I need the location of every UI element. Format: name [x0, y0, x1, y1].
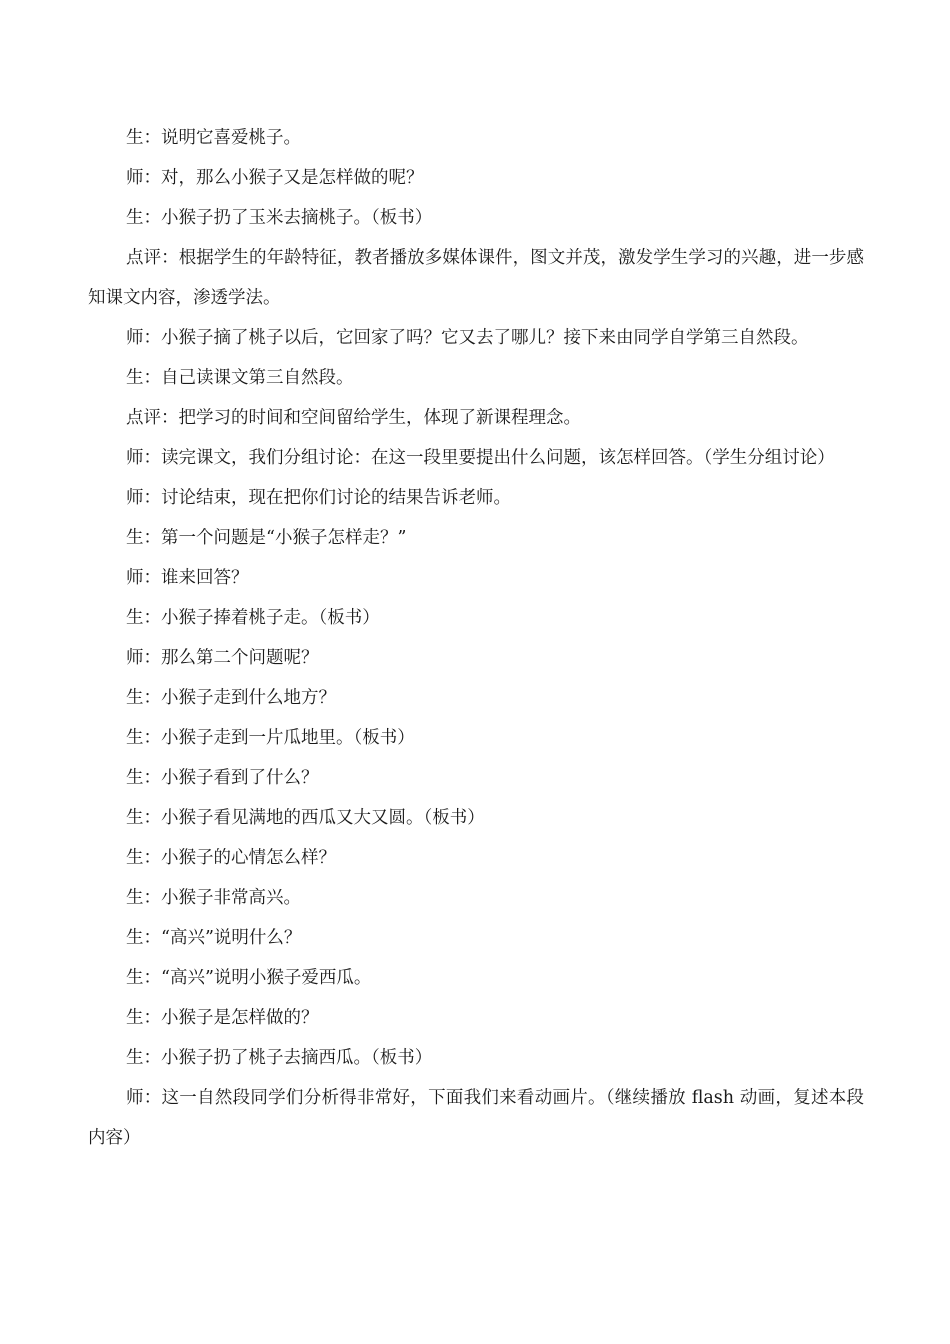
paragraph: 生：小猴子走到什么地方？	[126, 688, 336, 708]
paragraph: 点评：把学习的时间和空间留给学生，体现了新课程理念。	[126, 408, 581, 428]
paragraph: 生：小猴子捧着桃子走。（板书）	[126, 608, 380, 628]
paragraph: 生：“高兴”说明小猴子爱西瓜。	[126, 968, 372, 988]
paragraph: 生：小猴子的心情怎么样？	[126, 848, 336, 868]
paragraph: 师：读完课文，我们分组讨论：在这一段里要提出什么问题，该怎样回答。（学生分组讨论）	[126, 448, 835, 468]
paragraph: 生：第一个问题是“小猴子怎样走？”	[126, 528, 407, 548]
paragraph: 师：讨论结束，现在把你们讨论的结果告诉老师。	[126, 488, 511, 508]
document-page	[88, 118, 864, 1158]
paragraph: 生：说明它喜爱桃子。	[126, 128, 301, 148]
paragraph: 师：对，那么小猴子又是怎样做的呢？	[126, 168, 424, 188]
paragraph: 生：小猴子扔了桃子去摘西瓜。（板书）	[126, 1048, 433, 1068]
paragraph: 师：那么第二个问题呢？	[126, 648, 319, 668]
paragraph: 师：这一自然段同学们分析得非常好，下面我们来看动画片。（继续播放 flash 动画，复述本段内容）	[88, 1088, 864, 1148]
paragraph: 师：谁来回答？	[126, 568, 249, 588]
paragraph: 生：自己读课文第三自然段。	[126, 368, 354, 388]
paragraph: 生：小猴子扔了玉米去摘桃子。（板书）	[126, 208, 433, 228]
paragraph: 生：“高兴”说明什么？	[126, 928, 302, 948]
paragraph: 生：小猴子是怎样做的？	[126, 1008, 319, 1028]
paragraph: 师：小猴子摘了桃子以后，它回家了吗？它又去了哪儿？接下来由同学自学第三自然段。	[126, 328, 809, 348]
paragraph: 点评：根据学生的年龄特征，教者播放多媒体课件，图文并茂，激发学生学习的兴趣，进一步感知课文内容，渗透学法。	[88, 248, 864, 308]
paragraph: 生：小猴子走到一片瓜地里。（板书）	[126, 728, 415, 748]
paragraph: 生：小猴子非常高兴。	[126, 888, 301, 908]
paragraph: 生：小猴子看到了什么？	[126, 768, 319, 788]
paragraph: 生：小猴子看见满地的西瓜又大又圆。（板书）	[126, 808, 485, 828]
